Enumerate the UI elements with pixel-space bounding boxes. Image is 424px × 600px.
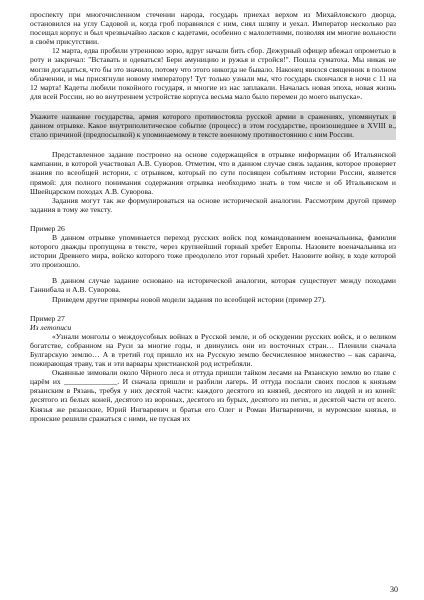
body-paragraph: 12 марта, едва пробили утреннюю зорю, вдруг начали бить сбор. Дежурный офицер вбежал опрометью в роту и закричал: "Вставать и одеваться! Бери амуницию и ружья и стройся!". Пошла суматоха. Мы никак не могли догадаться, что бы это значило, потому что этого никогда не бывало. Наконец явился священник в полном облачении, и мы присягнули новому императору! Тут только узнали мы, что государь скончался в ночи с 11 на 12 марта! Кадеты любили покойного государя, и многие из нас заплакали. Началась новая эпоха, новая жизнь для всей России, но во внутреннем устройстве корпуса весьма мало было перемен до моего выпуска».	[30, 46, 396, 101]
quote-paragraph: «Узнали монголы о междоусобных войнах в Русской земле, и об оскудении русских войск, и о великом богатстве, собранном на Руси за многие годы, и двинулись они из восточных стран… Пленили сначала Булгарскую землю… А в третий год пришло их на Русскую землю бесчисленное множество – как саранча, пожирающая траву, так и эти варвары христианской род истребляли.	[30, 331, 396, 369]
body-paragraph: В данном случае задание основано на исторической аналогии, которая существует между походами Ганнибала и А.В. Суворова.	[30, 276, 396, 295]
body-paragraph: Приведем другие примеры новой модели задания по всеобщей истории (пример 27).	[52, 294, 327, 304]
highlighted-task: Укажите название государства, армия которого противостояла русской армии в сражениях, упомянутых в данном отрывке. Какое внутриполитическое событие (процесс) в этом государстве, произошедшее в XVIII в., стало причиной (предпосылкой) к упоминаемому в тексте военному противостоянию с ним России.	[30, 111, 396, 140]
quote-paragraph: Окаянные зимовали около Чёрного леса и оттуда пришли тайком лесами на Рязанскую землю во главе с царём их ______________. И сначала пришли и разбили лагерь. И оттуда послали своих послов к князьям рязанским в Рязань, требуя у них десятой части: каждого десятого из князей, десятого из людей и из коней: десятого из белых коней, десятого из вороных, десятого из бурых, десятого из пегих, и десятой части от всего. Князья же рязанские, Юрий Ингваревич и братья его Олег и Роман Ингваревичи, и муромские князья, и пронские решили сражаться с ними, не пуская их	[30, 368, 396, 423]
body-paragraph: Задания могут так же формулироваться на основе исторической аналогии. Рассмотрим другой пример задания в тому же тексту.	[30, 195, 396, 214]
page-content	[30, 10, 396, 423]
body-paragraph: В данном отрывке упоминается переход русских войск под командованием военачальника, фамилия которого дважды пропущена в тексте, через крупнейший горный хребет Европы. Назовите военачальника из истории Древнего мира, войско которого тоже преодолело этот горный хребет. Назовите войну, в ходе которой это произошло.	[30, 232, 396, 270]
page-number: 30	[390, 585, 398, 594]
example-heading: Пример 27	[30, 313, 65, 323]
source-heading: Из летописи	[30, 322, 72, 332]
body-paragraph: Представленное задание построено на основе содержащейся в отрывке информации об Итальянской кампании, в которой участвовал А.В. Суворов. Отметим, что в данном случае связь задания, которое проверяет знания по всеобщей истории, с отрывком, который по сути посвящен событиям истории России, является прямой: для полного понимания содержания отрывка необходимо знать в том числе и об Итальянском и Швейцарском походах А.В. Суворова.	[30, 150, 396, 196]
example-heading: Пример 26	[30, 223, 65, 233]
body-paragraph: проспекту при многочисленном стечении народа, государь приехал верхом из Михайловского дворца, остановился на углу Садовой и, когда гроб поравнялся с ним, снял шляпу и уехал. Император несколько раз посещал корпус и был чрезвычайно ласков с кадетами, особенно с малолетними, позволяя им многие вольности в своём присутствии.	[30, 10, 396, 47]
